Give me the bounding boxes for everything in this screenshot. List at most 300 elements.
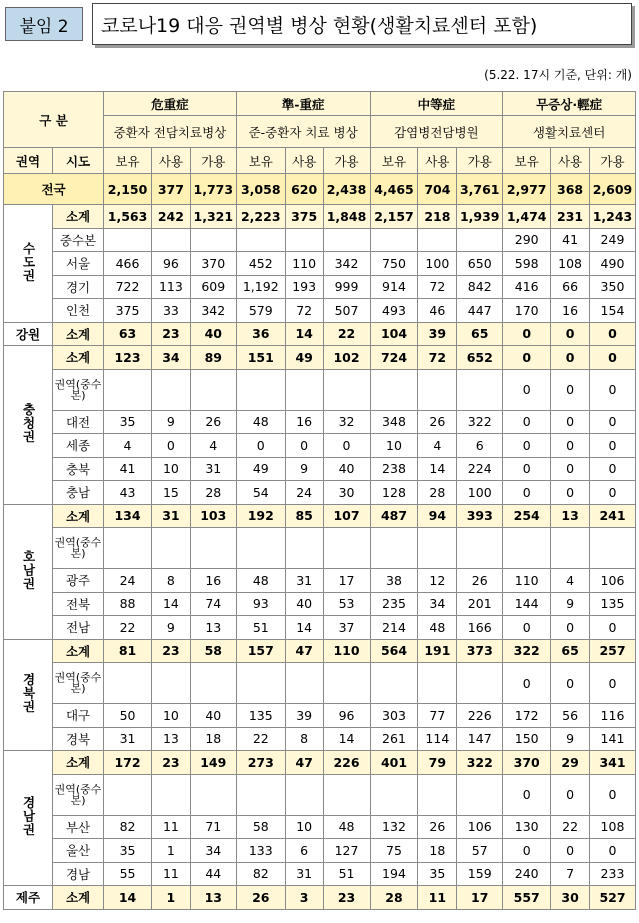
value-cell: 49 [236, 457, 285, 481]
value-cell [323, 774, 370, 815]
value-cell: 31 [285, 569, 323, 593]
value-cell: 254 [503, 504, 551, 528]
value-cell: 172 [104, 751, 152, 775]
value-cell: 214 [370, 616, 418, 640]
value-cell: 2,223 [236, 205, 285, 229]
value-cell: 322 [503, 639, 551, 663]
value-cell: 26 [190, 410, 236, 434]
value-cell [323, 228, 370, 252]
value-cell: 48 [236, 569, 285, 593]
value-cell: 149 [190, 751, 236, 775]
value-cell: 4 [418, 434, 457, 458]
value-cell [457, 663, 503, 704]
value-cell: 6 [285, 839, 323, 863]
value-cell [236, 663, 285, 704]
value-cell: 1,474 [503, 205, 551, 229]
value-cell: 0 [503, 346, 551, 370]
value-cell [589, 528, 635, 569]
value-cell: 16 [190, 569, 236, 593]
value-cell: 650 [457, 252, 503, 276]
value-cell [285, 663, 323, 704]
value-cell: 113 [152, 275, 191, 299]
value-cell [236, 369, 285, 410]
table-row [4, 751, 636, 775]
table-row [4, 528, 636, 569]
value-cell: 22 [104, 616, 152, 640]
value-cell: 147 [457, 727, 503, 751]
value-cell: 10 [370, 434, 418, 458]
value-cell: 170 [503, 299, 551, 323]
value-cell: 39 [418, 322, 457, 346]
value-cell: 4 [190, 434, 236, 458]
table-row [4, 639, 636, 663]
value-cell [551, 528, 590, 569]
header-col-held: 보유 [503, 148, 551, 174]
value-cell: 40 [323, 457, 370, 481]
attachment-tag: 붙임 2 [5, 7, 83, 41]
header-col-available: 가용 [457, 148, 503, 174]
value-cell: 375 [285, 205, 323, 229]
value-cell: 0 [551, 457, 590, 481]
value-cell: 31 [285, 862, 323, 886]
value-cell: 240 [503, 862, 551, 886]
value-cell: 0 [551, 774, 590, 815]
value-cell: 133 [236, 839, 285, 863]
city-cell: 대전 [53, 410, 104, 434]
value-cell: 652 [457, 346, 503, 370]
value-cell: 40 [190, 704, 236, 728]
value-cell: 257 [589, 639, 635, 663]
value-cell: 342 [323, 252, 370, 276]
value-cell: 110 [323, 639, 370, 663]
region-label: 경남권 [21, 796, 36, 837]
value-cell: 401 [370, 751, 418, 775]
total-cell: 2,438 [323, 174, 370, 205]
value-cell [152, 774, 191, 815]
value-cell: 0 [589, 616, 635, 640]
value-cell: 132 [370, 815, 418, 839]
value-cell: 0 [236, 434, 285, 458]
value-cell: 0 [503, 457, 551, 481]
table-row [4, 275, 636, 299]
value-cell [370, 369, 418, 410]
value-cell [104, 369, 152, 410]
value-cell: 41 [551, 228, 590, 252]
city-cell: 권역(중수본) [53, 774, 104, 815]
value-cell: 10 [152, 457, 191, 481]
city-cell: 소계 [53, 639, 104, 663]
value-cell: 26 [418, 815, 457, 839]
value-cell [152, 528, 191, 569]
table-row [4, 839, 636, 863]
value-cell: 56 [551, 704, 590, 728]
value-cell: 0 [589, 481, 635, 505]
region-cell [4, 751, 53, 886]
value-cell: 53 [323, 592, 370, 616]
value-cell: 1,848 [323, 205, 370, 229]
header-col-used: 사용 [551, 148, 590, 174]
value-cell: 100 [418, 252, 457, 276]
value-cell: 30 [551, 886, 590, 910]
value-cell: 447 [457, 299, 503, 323]
region-label: 경북권 [21, 673, 36, 714]
value-cell: 273 [236, 751, 285, 775]
city-cell: 세종 [53, 434, 104, 458]
value-cell: 17 [457, 886, 503, 910]
value-cell: 38 [370, 569, 418, 593]
value-cell: 17 [323, 569, 370, 593]
value-cell: 39 [285, 704, 323, 728]
value-cell: 238 [370, 457, 418, 481]
value-cell: 96 [152, 252, 191, 276]
value-cell: 527 [589, 886, 635, 910]
value-cell [418, 369, 457, 410]
region-label: 수도권 [21, 241, 36, 282]
value-cell: 58 [236, 815, 285, 839]
region-cell [4, 886, 53, 910]
value-cell [285, 774, 323, 815]
value-cell: 89 [190, 346, 236, 370]
value-cell: 79 [418, 751, 457, 775]
table-row [4, 774, 636, 815]
header-gubun: 구 분 [4, 92, 104, 148]
value-cell: 130 [503, 815, 551, 839]
table-row [4, 663, 636, 704]
value-cell: 22 [551, 815, 590, 839]
value-cell: 8 [285, 727, 323, 751]
city-cell: 중수본 [53, 228, 104, 252]
header-col-held: 보유 [104, 148, 152, 174]
city-cell: 권역(중수본) [53, 663, 104, 704]
value-cell: 0 [551, 434, 590, 458]
value-cell [503, 528, 551, 569]
value-cell: 40 [285, 592, 323, 616]
value-cell: 0 [589, 839, 635, 863]
value-cell: 150 [503, 727, 551, 751]
value-cell: 233 [589, 862, 635, 886]
value-cell: 31 [104, 727, 152, 751]
value-cell: 22 [323, 322, 370, 346]
value-cell: 34 [152, 346, 191, 370]
value-cell: 11 [418, 886, 457, 910]
value-cell: 103 [190, 504, 236, 528]
value-cell: 18 [418, 839, 457, 863]
value-cell: 1,192 [236, 275, 285, 299]
total-cell: 3,761 [457, 174, 503, 205]
city-cell: 서울 [53, 252, 104, 276]
region-label: 충청권 [21, 403, 36, 444]
value-cell: 26 [236, 886, 285, 910]
value-cell: 77 [418, 704, 457, 728]
value-cell: 40 [190, 322, 236, 346]
value-cell: 34 [418, 592, 457, 616]
value-cell: 48 [418, 616, 457, 640]
city-cell: 전북 [53, 592, 104, 616]
value-cell: 724 [370, 346, 418, 370]
value-cell: 141 [589, 727, 635, 751]
value-cell: 72 [418, 275, 457, 299]
city-cell: 광주 [53, 569, 104, 593]
value-cell: 0 [503, 774, 551, 815]
value-cell [236, 228, 285, 252]
value-cell: 116 [589, 704, 635, 728]
value-cell: 51 [323, 862, 370, 886]
value-cell: 82 [104, 815, 152, 839]
value-cell: 127 [323, 839, 370, 863]
value-cell: 41 [104, 457, 152, 481]
value-cell: 11 [152, 815, 191, 839]
city-cell: 경기 [53, 275, 104, 299]
value-cell: 194 [370, 862, 418, 886]
value-cell: 0 [589, 346, 635, 370]
header-col-used: 사용 [285, 148, 323, 174]
value-cell: 579 [236, 299, 285, 323]
city-cell: 충북 [53, 457, 104, 481]
value-cell [370, 774, 418, 815]
value-cell: 65 [457, 322, 503, 346]
header-col-used: 사용 [418, 148, 457, 174]
value-cell: 108 [551, 252, 590, 276]
table-row [4, 252, 636, 276]
bed-status-table [3, 91, 636, 910]
value-cell: 58 [190, 639, 236, 663]
city-cell: 소계 [53, 886, 104, 910]
city-cell: 소계 [53, 504, 104, 528]
value-cell: 191 [418, 639, 457, 663]
value-cell: 44 [190, 862, 236, 886]
value-cell: 93 [236, 592, 285, 616]
value-cell: 135 [236, 704, 285, 728]
value-cell: 85 [285, 504, 323, 528]
total-cell: 2,150 [104, 174, 152, 205]
table-row [4, 369, 636, 410]
value-cell: 13 [190, 886, 236, 910]
value-cell: 557 [503, 886, 551, 910]
value-cell: 31 [152, 504, 191, 528]
total-cell: 2,609 [589, 174, 635, 205]
value-cell: 9 [285, 457, 323, 481]
value-cell: 72 [418, 346, 457, 370]
value-cell: 74 [190, 592, 236, 616]
value-cell: 110 [285, 252, 323, 276]
value-cell: 46 [418, 299, 457, 323]
region-label: 강원 [15, 326, 41, 342]
value-cell: 0 [551, 322, 590, 346]
value-cell: 26 [418, 410, 457, 434]
value-cell [457, 528, 503, 569]
table-row [4, 410, 636, 434]
value-cell [370, 528, 418, 569]
value-cell: 348 [370, 410, 418, 434]
city-cell: 소계 [53, 346, 104, 370]
value-cell: 0 [503, 410, 551, 434]
value-cell: 107 [323, 504, 370, 528]
value-cell: 151 [236, 346, 285, 370]
value-cell: 7 [551, 862, 590, 886]
value-cell: 51 [236, 616, 285, 640]
value-cell: 47 [285, 751, 323, 775]
value-cell: 28 [190, 481, 236, 505]
value-cell [104, 774, 152, 815]
value-cell: 14 [104, 886, 152, 910]
value-cell: 23 [152, 322, 191, 346]
value-cell: 106 [589, 569, 635, 593]
value-cell: 166 [457, 616, 503, 640]
header-sub-critical: 중환자 전담치료병상 [104, 116, 237, 148]
value-cell: 35 [104, 839, 152, 863]
value-cell: 28 [418, 481, 457, 505]
value-cell: 43 [104, 481, 152, 505]
value-cell: 0 [589, 774, 635, 815]
value-cell: 490 [589, 252, 635, 276]
value-cell: 235 [370, 592, 418, 616]
value-cell: 13 [551, 504, 590, 528]
total-cell: 4,465 [370, 174, 418, 205]
table-row [4, 299, 636, 323]
value-cell: 1,321 [190, 205, 236, 229]
value-cell: 63 [104, 322, 152, 346]
value-cell [370, 663, 418, 704]
value-cell: 1,243 [589, 205, 635, 229]
city-cell: 대구 [53, 704, 104, 728]
header-group-moderate: 中等症 [370, 92, 503, 116]
value-cell: 4 [551, 569, 590, 593]
value-cell: 0 [551, 663, 590, 704]
value-cell: 370 [190, 252, 236, 276]
value-cell: 201 [457, 592, 503, 616]
value-cell: 842 [457, 275, 503, 299]
city-cell: 울산 [53, 839, 104, 863]
value-cell: 4 [104, 434, 152, 458]
value-cell: 29 [551, 751, 590, 775]
value-cell: 28 [370, 886, 418, 910]
value-cell: 57 [457, 839, 503, 863]
total-cell: 2,977 [503, 174, 551, 205]
value-cell [285, 228, 323, 252]
value-cell [236, 774, 285, 815]
table-row [4, 569, 636, 593]
value-cell: 0 [551, 346, 590, 370]
value-cell: 0 [503, 839, 551, 863]
value-cell: 12 [418, 569, 457, 593]
value-cell: 452 [236, 252, 285, 276]
value-cell: 241 [589, 504, 635, 528]
region-label: 호남권 [21, 549, 36, 591]
region-cell [4, 504, 53, 639]
unit-note: (5.22. 17시 기준, 단위: 개) [484, 68, 632, 82]
value-cell: 341 [589, 751, 635, 775]
value-cell: 9 [551, 592, 590, 616]
value-cell: 722 [104, 275, 152, 299]
value-cell: 15 [152, 481, 191, 505]
value-cell [323, 663, 370, 704]
value-cell: 466 [104, 252, 152, 276]
value-cell: 0 [503, 663, 551, 704]
value-cell: 18 [190, 727, 236, 751]
table-row [4, 434, 636, 458]
value-cell [418, 528, 457, 569]
value-cell: 226 [457, 704, 503, 728]
value-cell: 14 [285, 322, 323, 346]
value-cell: 0 [503, 616, 551, 640]
value-cell: 370 [503, 751, 551, 775]
value-cell: 23 [152, 639, 191, 663]
value-cell [190, 528, 236, 569]
value-cell: 50 [104, 704, 152, 728]
region-cell [4, 639, 53, 751]
header-col-available: 가용 [323, 148, 370, 174]
city-cell: 인천 [53, 299, 104, 323]
value-cell: 54 [236, 481, 285, 505]
value-cell: 11 [152, 862, 191, 886]
value-cell: 192 [236, 504, 285, 528]
value-cell [152, 663, 191, 704]
value-cell: 88 [104, 592, 152, 616]
value-cell: 226 [323, 751, 370, 775]
value-cell [418, 663, 457, 704]
value-cell: 914 [370, 275, 418, 299]
value-cell: 32 [323, 410, 370, 434]
value-cell [104, 228, 152, 252]
value-cell: 14 [152, 592, 191, 616]
total-cell: 704 [418, 174, 457, 205]
value-cell: 0 [323, 434, 370, 458]
header-group-mild: 무증상·輕症 [503, 92, 636, 116]
value-cell [418, 228, 457, 252]
city-cell: 소계 [53, 205, 104, 229]
value-cell: 71 [190, 815, 236, 839]
value-cell: 342 [190, 299, 236, 323]
value-cell: 96 [323, 704, 370, 728]
city-cell: 충남 [53, 481, 104, 505]
value-cell: 37 [323, 616, 370, 640]
value-cell [152, 369, 191, 410]
value-cell: 10 [285, 815, 323, 839]
city-cell: 권역(중수본) [53, 528, 104, 569]
value-cell: 14 [285, 616, 323, 640]
value-cell: 0 [589, 322, 635, 346]
value-cell: 106 [457, 815, 503, 839]
value-cell: 35 [104, 410, 152, 434]
value-cell: 249 [589, 228, 635, 252]
value-cell: 13 [190, 616, 236, 640]
value-cell: 350 [589, 275, 635, 299]
value-cell: 290 [503, 228, 551, 252]
value-cell [104, 528, 152, 569]
value-cell: 23 [152, 751, 191, 775]
value-cell: 0 [589, 410, 635, 434]
value-cell: 65 [551, 639, 590, 663]
value-cell: 9 [152, 616, 191, 640]
value-cell: 999 [323, 275, 370, 299]
value-cell: 123 [104, 346, 152, 370]
value-cell [323, 528, 370, 569]
value-cell [190, 774, 236, 815]
value-cell: 159 [457, 862, 503, 886]
header-col-available: 가용 [589, 148, 635, 174]
city-cell: 소계 [53, 751, 104, 775]
value-cell [323, 369, 370, 410]
city-cell: 권역(중수본) [53, 369, 104, 410]
value-cell: 48 [236, 410, 285, 434]
value-cell: 24 [104, 569, 152, 593]
value-cell: 72 [285, 299, 323, 323]
value-cell: 9 [551, 727, 590, 751]
header-col-used: 사용 [152, 148, 191, 174]
value-cell: 564 [370, 639, 418, 663]
value-cell: 154 [589, 299, 635, 323]
value-cell: 30 [323, 481, 370, 505]
